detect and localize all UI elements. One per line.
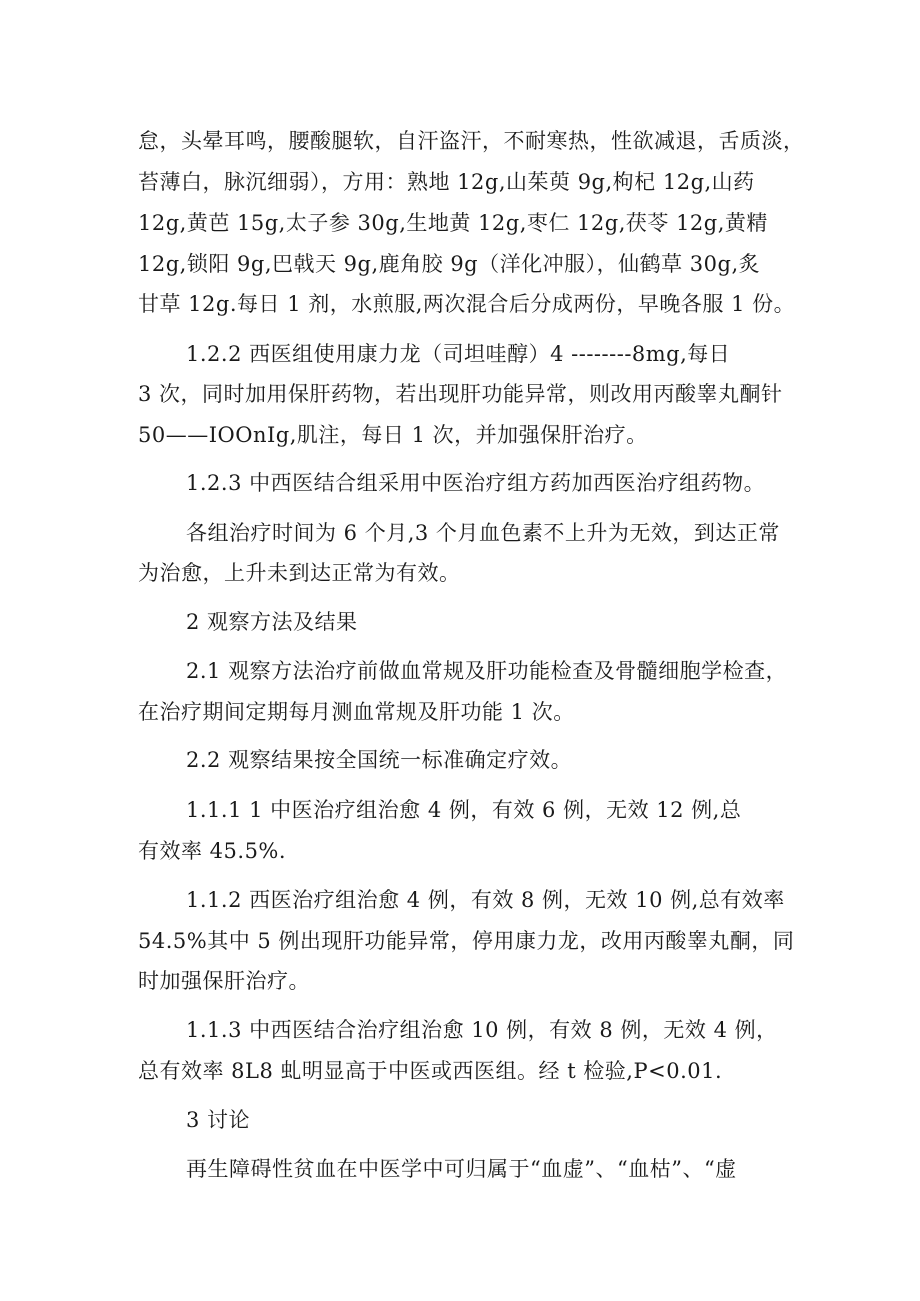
text-line: 苔薄白，脉沉细弱），方用：熟地 12g,山茱萸 9g,枸杞 12g,山药: [138, 170, 755, 194]
section-heading: 3 讨论: [186, 1108, 251, 1132]
text-line: 各组治疗时间为 6 个月,3 个月血色素不上升为无效，到达正常: [186, 521, 780, 545]
text-line: 怠，头晕耳鸣，腰酸腿软，自汗盗汗，不耐寒热，性欲减退，舌质淡，: [138, 129, 805, 153]
text-line: 3 次，同时加用保肝药物，若出现肝功能异常，则改用丙酸睾丸酮针: [138, 382, 783, 406]
section-heading: 2 观察方法及结果: [186, 610, 358, 634]
text-line: 1.2.2 西医组使用康力龙（司坦哇醇）4 --------8mg,每日: [186, 342, 731, 366]
text-line: 1.1.1 1 中医治疗组治愈 4 例，有效 6 例，无效 12 例,总: [186, 798, 742, 822]
text-line: 1.2.3 中西医结合组采用中医治疗组方药加西医治疗组药物。: [186, 471, 766, 495]
text-line: 54.5%其中 5 例出现肝功能异常，停用康力龙，改用丙酸睾丸酮，同: [138, 929, 795, 953]
text-line: 12g,黄芭 15g,太子参 30g,生地黄 12g,枣仁 12g,茯苓 12g,黄精: [138, 211, 768, 235]
text-line: 50——IOOnIg,肌注，每日 1 次，并加强保肝治疗。: [138, 423, 648, 447]
text-line: 有效率 45.5%.: [138, 839, 287, 863]
text-line: 为治愈，上升未到达正常为有效。: [138, 561, 461, 585]
text-line: 1.1.2 西医治疗组治愈 4 例，有效 8 例，无效 10 例,总有效率: [186, 888, 785, 912]
text-line: 甘草 12g.每日 1 剂，水煎服,两次混合后分成两份，早晚各服 1 份。: [138, 292, 796, 316]
text-line: 总有效率 8L8 虬明显高于中医或西医组。经 t 检验,P<0.01.: [138, 1059, 723, 1083]
text-line: 2.2 观察结果按全国统一标准确定疗效。: [186, 748, 573, 772]
text-line: 1.1.3 中西医结合治疗组治愈 10 例，有效 8 例，无效 4 例，: [186, 1018, 778, 1042]
text-line: 2.1 观察方法治疗前做血常规及肝功能检查及骨髓细胞学检查，: [186, 659, 788, 683]
text-line: 再生障碍性贫血在中医学中可归属于“血虚”、“血枯”、“虚: [186, 1157, 737, 1181]
text-line: 12g,锁阳 9g,巴戟天 9g,鹿角胶 9g（洋化冲服），仙鹤草 30g,炙: [138, 252, 761, 276]
text-line: 时加强保肝治疗。: [138, 969, 310, 993]
text-line: 在治疗期间定期每月测血常规及肝功能 1 次。: [138, 700, 575, 724]
